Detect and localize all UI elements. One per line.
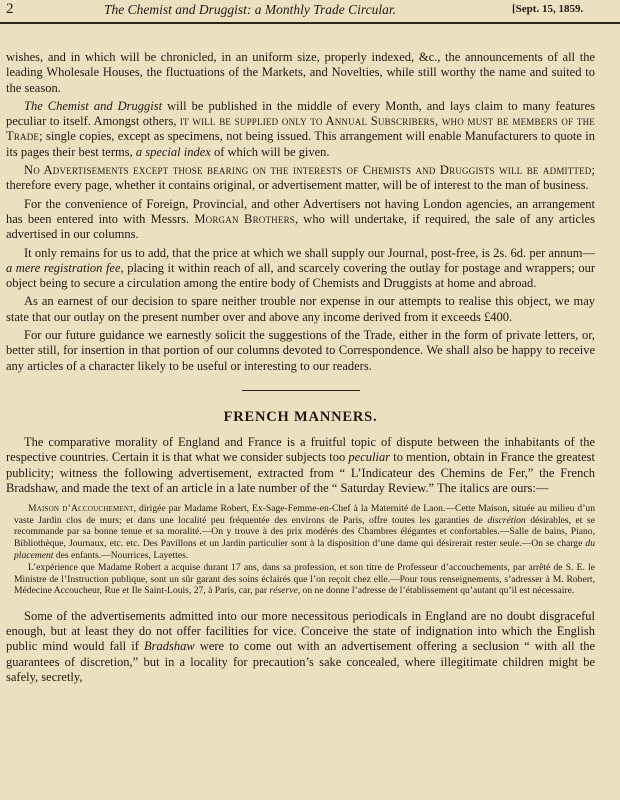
- italic-span: a mere registration fee: [6, 260, 121, 275]
- paragraph-french-intro: [6, 435, 595, 496]
- running-title: The Chemist and Druggist: a Monthly Trade Circular.: [104, 2, 397, 17]
- text-span: It only remains for us to add, that the price at which we shall supply our Journal, post-free, is 2s. 6d. per annum—: [24, 245, 595, 260]
- text-span: L’expérience que Madame Robert a acquise durant 17 ans, dans sa profession, et son titre de Professeur d’accouchements, par arrêté de S. E. le Ministre de l’Instruction publique, sont un sûr garant des soins éclairés que l’on reçoit chez elle.—Pour tous renseignements, s’adresser à M. Robert, Médecine Accoucheur, Rue et Ile Saint-Louis, 27, à Paris, car, par: [14, 562, 595, 597]
- text-span: For the convenience of Foreign, Provincial, and other Advertisers not having London agencies, an arrangement has been entered into with Messrs.: [6, 196, 595, 226]
- text-span: Some of the advertisements admitted into our more necessitous periodicals in England are no doubt disgraceful enough, but at least they do not offer facilities for vice. Conceive the state of indignation into which the English public mind would fall if: [6, 608, 595, 654]
- text-span: désirables, et se recommande par sa bonne tenue et sa moralité.—On y trouve à des prix modérés des Chambres élégantes et confortables.—Salle de bains, Piano, Bibliothèque, Journaux, etc. etc. Des Pavillons et un Jardin particulier sont à la disposition d’une dame qui désirerait rester seule.—On se charge: [14, 514, 595, 549]
- paragraph-publication: [6, 99, 595, 160]
- text-span: The comparative morality of England and France is a fruitful topic of dispute between the inhabitants of the respective countries. Certain it is that what we consider subjects too: [6, 434, 595, 465]
- small-caps-span: Morgan Brothers: [194, 211, 295, 226]
- italic-span: du placement: [14, 537, 595, 561]
- quoted-advertisement: [6, 503, 595, 597]
- text-span: were to come out with an advertisement offering a seclusion “ with all the guarantees of discretion,” but in a locality for precaution’s sake concealed, where illegitimate children might be safely, secretly,: [6, 639, 596, 685]
- header-rule: [0, 22, 620, 24]
- text-span: will be published in the middle of every Month, and lays claim to many features peculiar to itself. Amongst others,: [6, 98, 595, 129]
- italic-span: Bradshaw: [144, 639, 195, 654]
- small-caps-span: Maison d’Accouchement: [28, 503, 134, 515]
- page-number: 2: [6, 1, 14, 17]
- quote-paragraph-1: [14, 503, 595, 561]
- text-span: to mention, obtain in France the greatest publicity; witness the following advertisement, extracted from “ L’Indicateur des Chemins de Fer,” the French Bradshaw, and made the text of an article in a late number of the “ Saturday Review.” The italics are ours:—: [6, 450, 595, 495]
- paragraph-guidance: For our future guidance we earnestly solicit the suggestions of the Trade, either in the form of private letters, or, better still, for insertion in that portion of our columns devoted to Correspondence. We shall also be happy to receive any articles of a character likely to be useful or interesting to our readers.: [6, 328, 595, 373]
- small-caps-span: it will be supplied only to Annual Subscribers, who must be members of the Trade: [6, 114, 595, 144]
- paragraph-french-closing: [6, 609, 595, 685]
- paragraph-intro: wishes, and in which will be chronicled, in an uniform size, properly indexed, &c., the announcements of all the leading Wholesale Houses, the fluctuations of the Markets, and Novelties, while still worthy the name and suited to the season.: [6, 50, 595, 95]
- italic-span: peculiar: [348, 450, 391, 465]
- quote-paragraph-2: [14, 562, 595, 597]
- article-body: [6, 50, 595, 685]
- journal-title: The Chemist and Druggist: [24, 98, 163, 113]
- running-header: [0, 0, 620, 22]
- text-span: of which will be given.: [210, 144, 330, 159]
- issue-date: [Sept. 15, 1859.: [512, 3, 584, 15]
- text-span: ; single copies, except as specimens, not being issued. This arrangement will enable Manufacturers to quote in its pages their best terms,: [6, 129, 595, 159]
- paragraph-agencies: [6, 197, 595, 243]
- paragraph-advertisements: [6, 163, 595, 194]
- text-span: , placing it within reach of all, and scarcely covering the outlay for postage and wrappers; our object being to secure a circulation among the entire body of Chemists and Druggists at home and abroad.: [6, 260, 595, 291]
- text-span: ; therefore every page, whether it contains original, or advertisement matter, will be of interest to the man of business.: [6, 163, 595, 193]
- paragraph-earnest: As an earnest of our decision to spare neither trouble nor expense in our attempts to realise this object, we may state that our outlay on the present number over and above any income derived from it exceeds £400.: [6, 294, 595, 324]
- section-heading: FRENCH MANNERS.: [223, 408, 378, 425]
- section-divider: [242, 390, 360, 391]
- paragraph-price: [6, 246, 595, 292]
- italic-span: discrétion: [487, 514, 526, 526]
- text-span: des enfants.—Nourrices, Layettes.: [53, 549, 189, 561]
- text-span: , dirigée par Madame Robert, Ex-Sage-Femme-en-Chef à la Maternité de Laon.—Cette Maison, située au milieu d’un vaste Jardin clos de murs; et dans une localité peu fréquentée des environs de Paris, offre toutes les garanties de: [14, 503, 596, 526]
- small-caps-span: No Advertisements except those bearing on the interests of Chemists and Druggists will be admitted: [24, 163, 592, 178]
- text-span: , on ne donne l’adresse de l’établissement qu’autant qu’il est nécessaire.: [297, 585, 575, 597]
- italic-span: réserve: [269, 585, 298, 597]
- italic-span: a special index: [135, 144, 211, 159]
- text-span: , who will undertake, if required, the sale of any articles advertised in our columns.: [6, 211, 595, 242]
